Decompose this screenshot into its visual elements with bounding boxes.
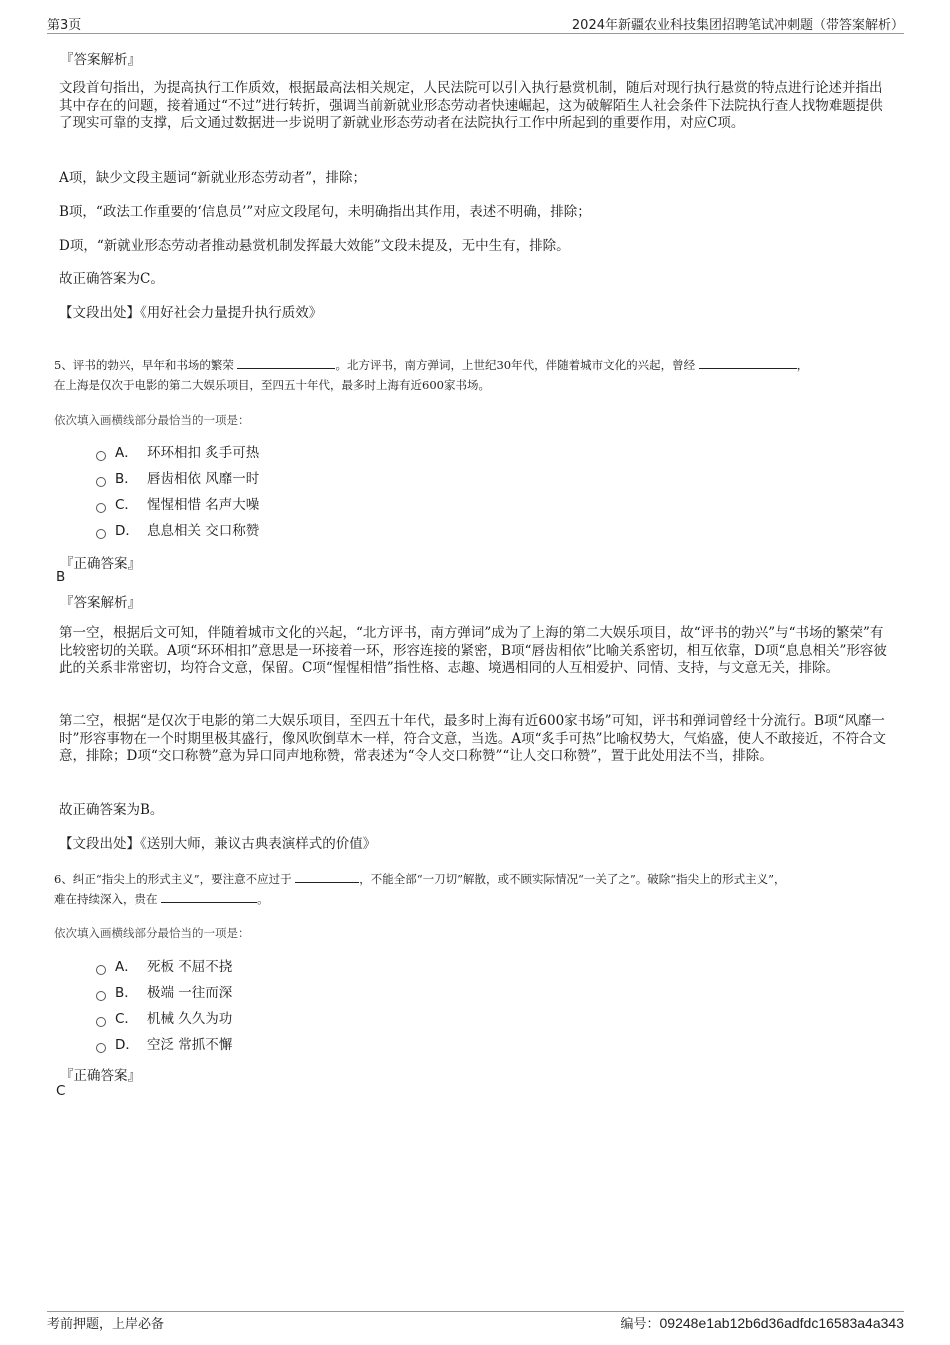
radio-icon[interactable] bbox=[96, 529, 106, 539]
radio-icon[interactable] bbox=[96, 965, 106, 975]
radio-icon[interactable] bbox=[96, 477, 106, 487]
option-d-note: D项，“新就业形态劳动者推动悬赏机制发挥最大效能”文段未提及，无中生有，排除。 bbox=[59, 238, 570, 254]
document-code bbox=[621, 1313, 905, 1332]
radio-icon[interactable] bbox=[96, 1017, 106, 1027]
answer-heading: 『正确答案』 bbox=[60, 556, 141, 572]
option-letter: A． bbox=[115, 959, 138, 975]
option-a-note: A项，缺少文段主题词“新就业形态劳动者”，排除； bbox=[59, 170, 367, 186]
analysis-paragraph-1: 第一空，根据后文可知，伴随着城市文化的兴起，“北方评书，南方弹词”成为了上海的第二大娱乐项目，故“评书的勃兴”与“书场的繁荣”有比较密切的关联。A项“环环相扣”意思是一环接着一环，形容连接的紧密，B项“唇齿相依”比喻关系密切，相互依靠，D项“息息相关”形容彼此的关系非常密切，均符合文意，保留。C项“惺惺相惜”指性格、志趣、境遇相同的人互相爱护、同情、支持，与文意无关，排除。 bbox=[59, 625, 887, 676]
conclusion: 故正确答案为C。 bbox=[59, 271, 164, 287]
answer-heading: 『正确答案』 bbox=[60, 1068, 141, 1084]
header-divider bbox=[47, 33, 904, 34]
blank-1 bbox=[237, 356, 335, 369]
option-text: 环环相扣 炙手可热 bbox=[147, 445, 260, 461]
document-code-value: 09248e1ab12b6d36adfdc16583a4a343 bbox=[659, 1315, 904, 1331]
source-citation: 【文段出处】《送别大师，兼议古典表演样式的价值》 bbox=[59, 836, 377, 852]
radio-icon[interactable] bbox=[96, 503, 106, 513]
analysis-heading: 『答案解析』 bbox=[60, 52, 141, 68]
question-5-stem-part2: 。北方评书，南方弹词，上世纪30年代，伴随着城市文化的兴起，曾经 bbox=[335, 358, 696, 372]
option-letter: D． bbox=[115, 523, 139, 539]
option-letter: C． bbox=[115, 1011, 138, 1027]
option-letter: D． bbox=[115, 1037, 139, 1053]
option-b-note: B项，“政法工作重要的‘信息员’”对应文段尾句，未明确指出其作用，表述不明确，排除； bbox=[59, 204, 591, 220]
analysis-paragraph-2: 第二空，根据“是仅次于电影的第二大娱乐项目，至四五十年代，最多时上海有近600家书场”可知，评书和弹词曾经十分流行。B项“风靡一时”形容事物在一个时期里极其盛行，像风吹倒草木一样，符合文意，当选。A项“炙手可热”比喻权势大，气焰盛，使人不敢接近，不符合文意，排除；D项“交口称赞”意为异口同声地称赞，常表述为“令人交口称赞”“让人交口称赞”，置于此处用法不当，排除。 bbox=[59, 713, 886, 764]
option-letter: B． bbox=[115, 471, 138, 487]
option-text: 惺惺相惜 名声大噪 bbox=[147, 497, 260, 513]
option-b[interactable] bbox=[96, 983, 232, 1003]
footer-divider bbox=[47, 1311, 904, 1312]
option-text: 机械 久久为功 bbox=[147, 1011, 233, 1027]
question-5-stem-part1: 5、评书的勃兴，早年和书场的繁荣 bbox=[54, 358, 234, 372]
option-text: 极端 一往而深 bbox=[147, 985, 233, 1001]
question-6-stem-part2: ，不能全部“一刀切”解散，或不顾实际情况“一关了之”。破除“指尖上的形式主义”， bbox=[359, 872, 786, 886]
option-text: 空泛 常抓不懈 bbox=[147, 1037, 233, 1053]
option-c[interactable] bbox=[96, 1009, 232, 1029]
question-5-instruction: 依次填入画横线部分最恰当的一项是： bbox=[54, 413, 250, 427]
question-6-stem-line2b: 。 bbox=[257, 892, 269, 906]
option-text: 死板 不屈不挠 bbox=[147, 959, 233, 975]
correct-answer: B bbox=[56, 569, 66, 585]
option-letter: C． bbox=[115, 497, 138, 513]
option-letter: B． bbox=[115, 985, 138, 1001]
option-letter: A． bbox=[115, 445, 138, 461]
radio-icon[interactable] bbox=[96, 991, 106, 1001]
option-text: 息息相关 交口称赞 bbox=[147, 523, 260, 539]
question-6-stem-part1: 6、纠正“指尖上的形式主义”，要注意不应过于 bbox=[54, 872, 292, 886]
question-5-stem bbox=[54, 355, 904, 395]
option-d[interactable] bbox=[96, 1035, 232, 1055]
page-number: 第3页 bbox=[47, 18, 82, 33]
analysis-paragraph: 文段首句指出，为提高执行工作质效，根据最高法相关规定，人民法院可以引入执行悬赏机制，随后对现行执行悬赏的特点进行论述并指出其中存在的问题，接着通过“不过”进行转折，强调当前新就业形态劳动者快速崛起，这为破解陌生人社会条件下法院执行查人找物难题提供了现实可靠的支撑，后文通过数据进一步说明了新就业形态劳动者在法院执行工作中所起到的重要作用，对应C项。 bbox=[59, 80, 883, 131]
option-a[interactable] bbox=[96, 957, 232, 977]
option-c[interactable] bbox=[96, 495, 259, 515]
blank-2 bbox=[161, 890, 257, 903]
analysis-heading: 『答案解析』 bbox=[60, 595, 141, 611]
document-title: 2024年新疆农业科技集团招聘笔试冲刺题（带答案解析） bbox=[571, 18, 904, 33]
question-5-stem-line2: 在上海是仅次于电影的第二大娱乐项目，至四五十年代，最多时上海有近600家书场。 bbox=[54, 378, 490, 392]
option-b[interactable] bbox=[96, 469, 259, 489]
option-text: 唇齿相依 风靡一时 bbox=[147, 471, 260, 487]
source-citation: 【文段出处】《用好社会力量提升执行质效》 bbox=[59, 305, 323, 321]
question-6-instruction: 依次填入画横线部分最恰当的一项是： bbox=[54, 926, 250, 940]
blank-1 bbox=[295, 870, 359, 883]
correct-answer: C bbox=[56, 1083, 66, 1099]
question-6-stem-line2a: 难在持续深入，贵在 bbox=[54, 892, 158, 906]
conclusion: 故正确答案为B。 bbox=[59, 802, 164, 818]
blank-2 bbox=[699, 356, 797, 369]
radio-icon[interactable] bbox=[96, 451, 106, 461]
footer-slogan: 考前押题，上岸必备 bbox=[47, 1317, 165, 1332]
option-d[interactable] bbox=[96, 521, 259, 541]
question-5-stem-part3: ， bbox=[796, 358, 809, 372]
question-6-stem bbox=[54, 869, 904, 909]
document-code-label: 编号： bbox=[620, 1317, 660, 1332]
option-a[interactable] bbox=[96, 443, 259, 463]
radio-icon[interactable] bbox=[96, 1043, 106, 1053]
